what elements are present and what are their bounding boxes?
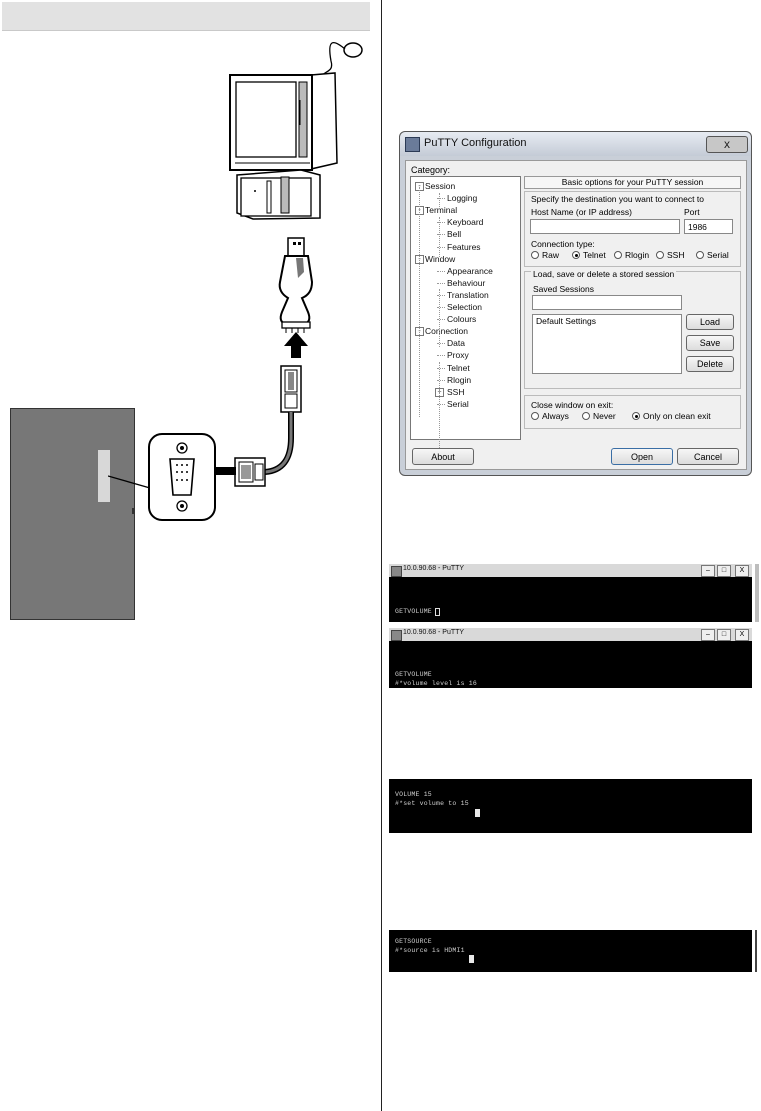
session-list-item[interactable]: Default Settings xyxy=(536,316,597,326)
terminal-window-2 xyxy=(389,628,752,688)
tree-connector xyxy=(437,355,445,356)
putty-logo-icon xyxy=(405,137,420,152)
tree-connector xyxy=(437,271,445,272)
radio-close-label-0: Always xyxy=(542,411,569,421)
serial-cable-illustration xyxy=(225,360,325,495)
section-header-bar xyxy=(2,2,370,31)
column-divider xyxy=(381,0,382,1111)
terminal-4-line-2: #*source is HDMI1 xyxy=(395,947,465,954)
tree-expander-icon[interactable]: - xyxy=(415,182,424,191)
save-button[interactable]: Save xyxy=(686,335,734,351)
terminal-cursor xyxy=(435,608,440,616)
db9-port-icon xyxy=(150,435,214,519)
putty-titlebar xyxy=(400,132,751,156)
terminal-1-title: 10.0.90.68 - PuTTY xyxy=(403,565,465,572)
tree-item-rlogin[interactable]: Rlogin xyxy=(447,374,472,385)
tree-guide-line xyxy=(439,193,440,207)
close-icon[interactable]: X xyxy=(735,629,749,641)
tree-item-behaviour[interactable]: Behaviour xyxy=(447,277,486,288)
putty-configuration-window xyxy=(399,131,752,476)
tree-expander-icon[interactable]: + xyxy=(435,388,444,397)
close-icon[interactable]: x xyxy=(706,136,748,153)
minimize-icon[interactable]: – xyxy=(701,565,715,577)
tree-item-connection[interactable]: Connection xyxy=(425,326,469,337)
tree-item-serial[interactable]: Serial xyxy=(447,398,469,409)
computer-illustration xyxy=(215,35,375,225)
terminal-2-line-1: GETVOLUME xyxy=(395,671,432,678)
terminal-2-line-2: #*volume level is 16 xyxy=(395,680,478,687)
tree-item-colours[interactable]: Colours xyxy=(447,314,477,325)
terminal-3-line-1: VOLUME 15 xyxy=(395,791,432,798)
monitor-screen xyxy=(236,82,296,157)
terminal-1-titlebar xyxy=(389,564,752,577)
tree-item-telnet[interactable]: Telnet xyxy=(447,362,470,373)
saved-sessions-input[interactable] xyxy=(532,295,682,310)
cancel-button[interactable]: Cancel xyxy=(677,448,739,465)
radio-raw-label: Raw xyxy=(542,250,560,260)
serial-port-callout xyxy=(148,433,216,521)
usb-connector-icon xyxy=(288,238,304,256)
tv-notch xyxy=(132,508,135,514)
radio-ssh-label: SSH xyxy=(667,250,685,260)
minimize-icon[interactable]: – xyxy=(701,629,715,641)
radio-serial-label: Serial xyxy=(707,250,729,260)
radio-close-0[interactable] xyxy=(531,412,539,420)
sessions-group-label: Load, save or delete a stored session xyxy=(533,269,675,279)
putty-icon xyxy=(391,566,402,577)
tree-item-session[interactable]: Session xyxy=(425,181,456,191)
tree-item-keyboard[interactable]: Keyboard xyxy=(447,217,484,228)
tree-item-data[interactable]: Data xyxy=(447,338,465,349)
tv-panel-illustration xyxy=(10,408,135,620)
tree-item-appearance[interactable]: Appearance xyxy=(447,265,493,276)
radio-telnet[interactable] xyxy=(572,251,580,259)
radio-telnet-label: Telnet xyxy=(583,250,606,260)
tree-expander-icon[interactable]: - xyxy=(415,255,424,264)
terminal-cursor xyxy=(475,809,480,817)
usb-serial-adapter-illustration xyxy=(268,232,328,372)
terminal-4-line-1: GETSOURCE xyxy=(395,938,432,945)
mouse-icon xyxy=(344,43,362,57)
open-button[interactable]: Open xyxy=(611,448,673,465)
putty-icon xyxy=(391,630,402,641)
radio-close-1[interactable] xyxy=(582,412,590,420)
radio-rlogin[interactable] xyxy=(614,251,622,259)
arrow-up-icon xyxy=(284,332,308,358)
tree-expander-icon[interactable]: - xyxy=(415,327,424,336)
terminal-window-3 xyxy=(389,779,752,833)
connection-type-label: Connection type: xyxy=(531,239,595,249)
radio-close-2[interactable] xyxy=(632,412,640,420)
tree-guide-line xyxy=(439,289,440,347)
tree-guide-line xyxy=(439,362,440,448)
maximize-icon[interactable]: □ xyxy=(717,565,731,577)
port-input[interactable]: 1986 xyxy=(684,219,733,234)
terminal-cursor xyxy=(469,955,474,963)
saved-sessions-list[interactable] xyxy=(532,314,682,374)
terminal-2-title: 10.0.90.68 - PuTTY xyxy=(403,629,465,636)
radio-serial[interactable] xyxy=(696,251,704,259)
destination-label: Specify the destination you want to connect to xyxy=(531,194,704,204)
about-button[interactable]: About xyxy=(412,448,474,465)
tree-item-proxy[interactable]: Proxy xyxy=(447,350,469,361)
radio-rlogin-label: Rlogin xyxy=(625,250,650,260)
callout-pointer xyxy=(108,470,153,490)
radio-ssh[interactable] xyxy=(656,251,664,259)
terminal-1-line-1: GETVOLUME xyxy=(395,608,432,615)
tree-item-window[interactable]: Window xyxy=(425,253,456,264)
tree-item-logging[interactable]: Logging xyxy=(447,193,478,204)
load-button[interactable]: Load xyxy=(686,314,734,330)
terminal-window-1 xyxy=(389,564,752,622)
tree-item-features[interactable]: Features xyxy=(447,241,481,252)
radio-close-label-1: Never xyxy=(593,411,616,421)
terminal-3-line-2: #*set volume to 15 xyxy=(395,800,469,807)
close-icon[interactable]: X xyxy=(735,565,749,577)
maximize-icon[interactable]: □ xyxy=(717,629,731,641)
radio-raw[interactable] xyxy=(531,251,539,259)
terminal-1-scrollbar[interactable] xyxy=(755,564,759,622)
tree-expander-icon[interactable]: - xyxy=(415,206,424,215)
tree-guide-line xyxy=(419,187,420,417)
panel-header: Basic options for your PuTTY session xyxy=(524,176,741,189)
tree-item-selection[interactable]: Selection xyxy=(447,302,482,312)
tree-item-bell[interactable]: Bell xyxy=(447,229,462,240)
category-label: Category: xyxy=(411,165,451,175)
close-window-label: Close window on exit: xyxy=(531,400,614,410)
category-tree[interactable] xyxy=(410,176,521,440)
radio-close-label-2: Only on clean exit xyxy=(643,411,711,421)
terminal-window-4 xyxy=(389,930,752,972)
tree-connector xyxy=(437,283,445,284)
putty-window-title: PuTTY Configuration xyxy=(424,137,527,149)
saved-sessions-label: Saved Sessions xyxy=(533,284,594,294)
terminal-2-titlebar xyxy=(389,628,752,641)
putty-dialog-body xyxy=(405,160,747,470)
host-name-label: Host Name (or IP address) xyxy=(531,207,632,217)
tree-item-terminal[interactable]: Terminal xyxy=(425,205,458,216)
host-name-input[interactable] xyxy=(530,219,680,234)
terminal-4-scrollbar[interactable] xyxy=(755,930,757,972)
port-label: Port xyxy=(684,207,700,217)
tree-guide-line xyxy=(439,217,440,257)
tree-item-ssh[interactable]: SSH xyxy=(447,386,465,397)
delete-button[interactable]: Delete xyxy=(686,356,734,372)
tree-item-translation[interactable]: Translation xyxy=(447,289,489,300)
